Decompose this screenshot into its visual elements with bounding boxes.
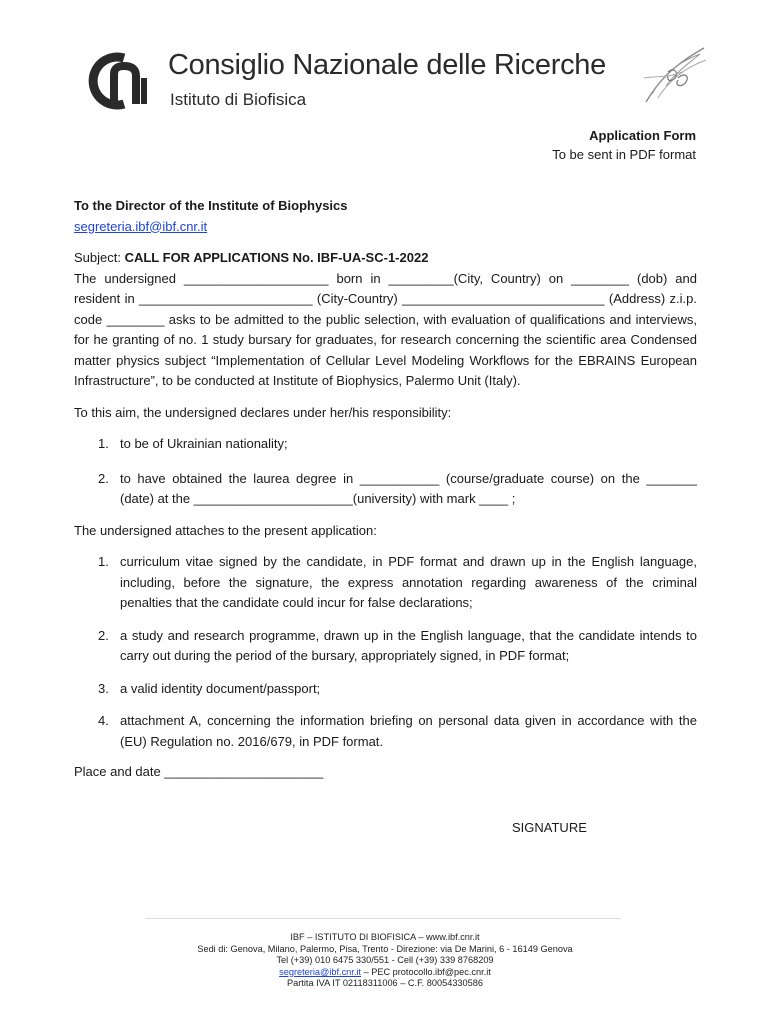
declares-line: To this aim, the undersigned declares under her/his responsibility:	[74, 404, 452, 420]
list-item	[74, 679, 697, 700]
list-number: 3.	[98, 680, 109, 696]
attaches-line: The undersigned attaches to the present application:	[74, 522, 377, 538]
list-item	[74, 626, 697, 667]
footer-line-2: Sedi di: Genova, Milano, Palermo, Pisa, Trento - Direzione: via De Marini, 6 - 16149 Genova	[197, 943, 573, 954]
org-name: Consiglio Nazionale delle Ricerche	[168, 49, 606, 81]
list-item	[74, 552, 697, 614]
subject-line	[74, 248, 697, 269]
subject-label: Subject:	[74, 250, 125, 265]
list-text: a valid identity document/passport;	[120, 680, 321, 696]
institute-name: Istituto di Biofisica	[170, 90, 307, 109]
list-number: 2.	[98, 470, 109, 486]
declarations-list	[74, 434, 697, 510]
recipient-line: To the Director of the Institute of Biophysics	[74, 198, 348, 213]
list-text: curriculum vitae signed by the candidate, in PDF format and drawn up in the English language, including, before the signature, the express annotation regarding awareness of the criminal penalties that the candidate could incur for false declarations;	[120, 554, 697, 610]
form-heading	[552, 126, 696, 164]
footer-line-5: Partita IVA IT 02118311006 – C.F. 80054330586	[287, 978, 483, 989]
list-item	[74, 434, 697, 455]
list-number: 1.	[98, 554, 109, 569]
footer-pec: – PEC protocollo.ibf@pec.cnr.it	[360, 966, 491, 977]
form-subtitle: To be sent in PDF format	[552, 147, 696, 162]
list-number: 1.	[98, 436, 109, 451]
footer-divider	[145, 918, 621, 919]
footer-line-3: Tel (+39) 010 6475 330/551 - Cell (+39) 339 8768209	[276, 955, 494, 966]
footer	[0, 932, 770, 990]
subject-value: CALL FOR APPLICATIONS No. IBF-UA-SC-1-2022	[124, 250, 429, 265]
attachments-list	[74, 552, 697, 752]
list-number: 2.	[98, 627, 109, 643]
list-text: attachment A, concerning the information briefing on personal data given in accordance with the (EU) Regulation no. 2016/679, in PDF format.	[120, 713, 697, 749]
form-title: Application Form	[589, 128, 696, 143]
letter-body	[74, 196, 697, 783]
list-item	[74, 711, 697, 752]
list-text: to be of Ukrainian nationality;	[120, 436, 288, 451]
feather-emblem-icon	[638, 42, 710, 110]
footer-email-link[interactable]: segreteria@ibf.cnr.it	[279, 966, 361, 977]
place-date-line: Place and date ______________________	[74, 764, 324, 779]
footer-line-4	[0, 967, 770, 979]
list-text: a study and research programme, drawn up in the English language, that the candidate intends to carry out during the period of the bursary, appropriately signed, in PDF format;	[120, 627, 697, 663]
list-item	[74, 469, 697, 510]
recipient-email-link[interactable]: segreteria.ibf@ibf.cnr.it	[74, 218, 208, 234]
signature-label: SIGNATURE	[512, 820, 587, 835]
list-number: 4.	[98, 713, 109, 728]
cnr-logo-icon	[84, 52, 152, 110]
list-text: to have obtained the laurea degree in ___________ (course/graduate course) on the _______ (date) at the ______________________(university) with mark ____ ;	[120, 470, 697, 506]
footer-line-1: IBF – ISTITUTO DI BIOFISICA – www.ibf.cnr.it	[290, 932, 480, 942]
intro-paragraph: The undersigned ____________________ born in _________(City, Country) on ________ (dob) and resident in ________________________ (City-Country) ____________________________ (Address) z.i.p. code ________ asks to be admitted to the public selection, with evaluation of qualifications and interviews, for he granting of no. 1 study bursary for graduates, for research concerning the scientific area Condensed matter physics subject “Implementation of Cellular Level Modeling Workflows for the EBRAINS European Infrastructure”, to be conducted at Institute of Biophysics, Palermo Unit (Italy).	[74, 270, 697, 388]
